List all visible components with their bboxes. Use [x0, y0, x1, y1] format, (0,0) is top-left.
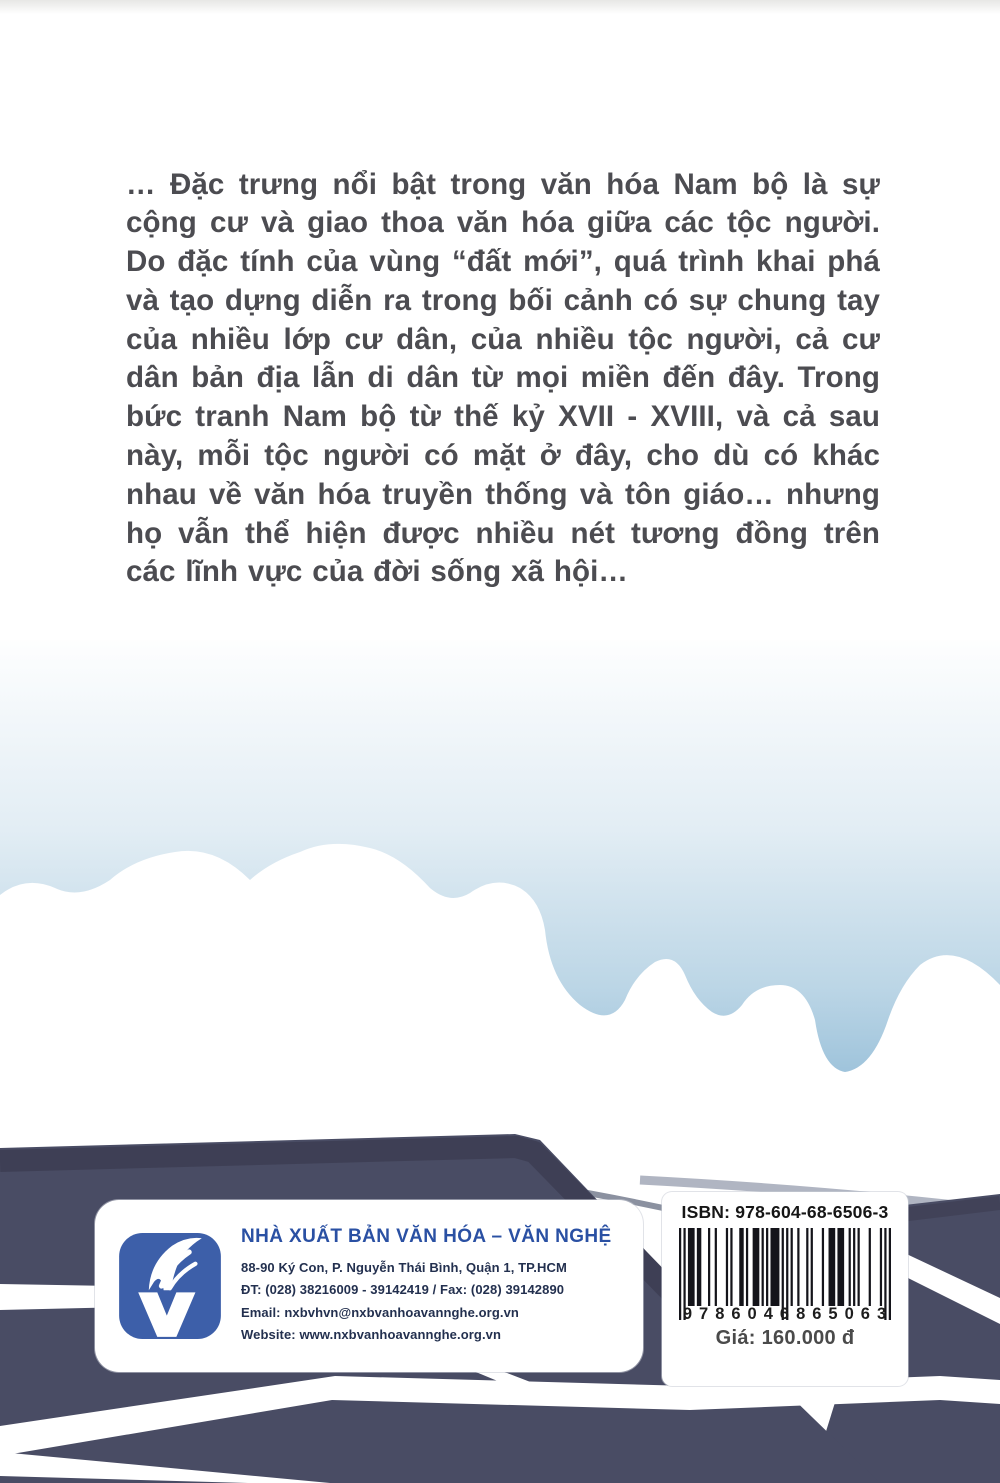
publisher-box: [95, 1200, 643, 1372]
isbn-label: ISBN: 978-604-68-6506-3: [681, 1202, 889, 1222]
isbn-box: [662, 1192, 908, 1386]
publisher-address: 88-90 Ký Con, P. Nguyễn Thái Bình, Quận 1, TP.HCM: [241, 1259, 567, 1275]
back-cover-excerpt: … Đặc trưng nổi bật trong văn hóa Nam bộ là sự cộng cư và giao thoa văn hóa giữa các tộc người. Do đặc tính của vùng “đất mới”, quá trình khai phá và tạo dựng diễn ra trong bối cảnh có sự chung tay của nhiều lớp cư dân, của nhiều tộc người, cả cư dân bản địa lẫn di dân từ mọi miền đến đây. Trong bức tranh Nam bộ từ thế kỷ XVII - XVIII, và cả sau này, mỗi tộc người có mặt ở đây, cho dù có khác nhau về văn hóa truyền thống và tôn giáo… nhưng họ vẫn thể hiện được nhiều nét tương đồng trên các lĩnh vực của đời sống xã hội…: [126, 167, 880, 589]
publisher-phone-fax: ĐT: (028) 38216009 - 39142419 / Fax: (028) 39142890: [241, 1282, 565, 1298]
barcode-digits: 9786046865063: [682, 1305, 894, 1323]
price-label: Giá: 160.000 đ: [715, 1327, 855, 1349]
publisher-logo-icon: [117, 1230, 223, 1342]
publisher-website: Website: www.nxbvanhoavannghe.org.vn: [241, 1326, 502, 1342]
publisher-email: Email: nxbvhvn@nxbvanhoavannghe.org.vn: [241, 1304, 519, 1320]
publisher-name: NHÀ XUẤT BẢN VĂN HÓA – VĂN NGHỆ: [241, 1225, 612, 1247]
publisher-text-block: [241, 1226, 625, 1346]
sky-between-clouds: [0, 640, 1000, 1072]
